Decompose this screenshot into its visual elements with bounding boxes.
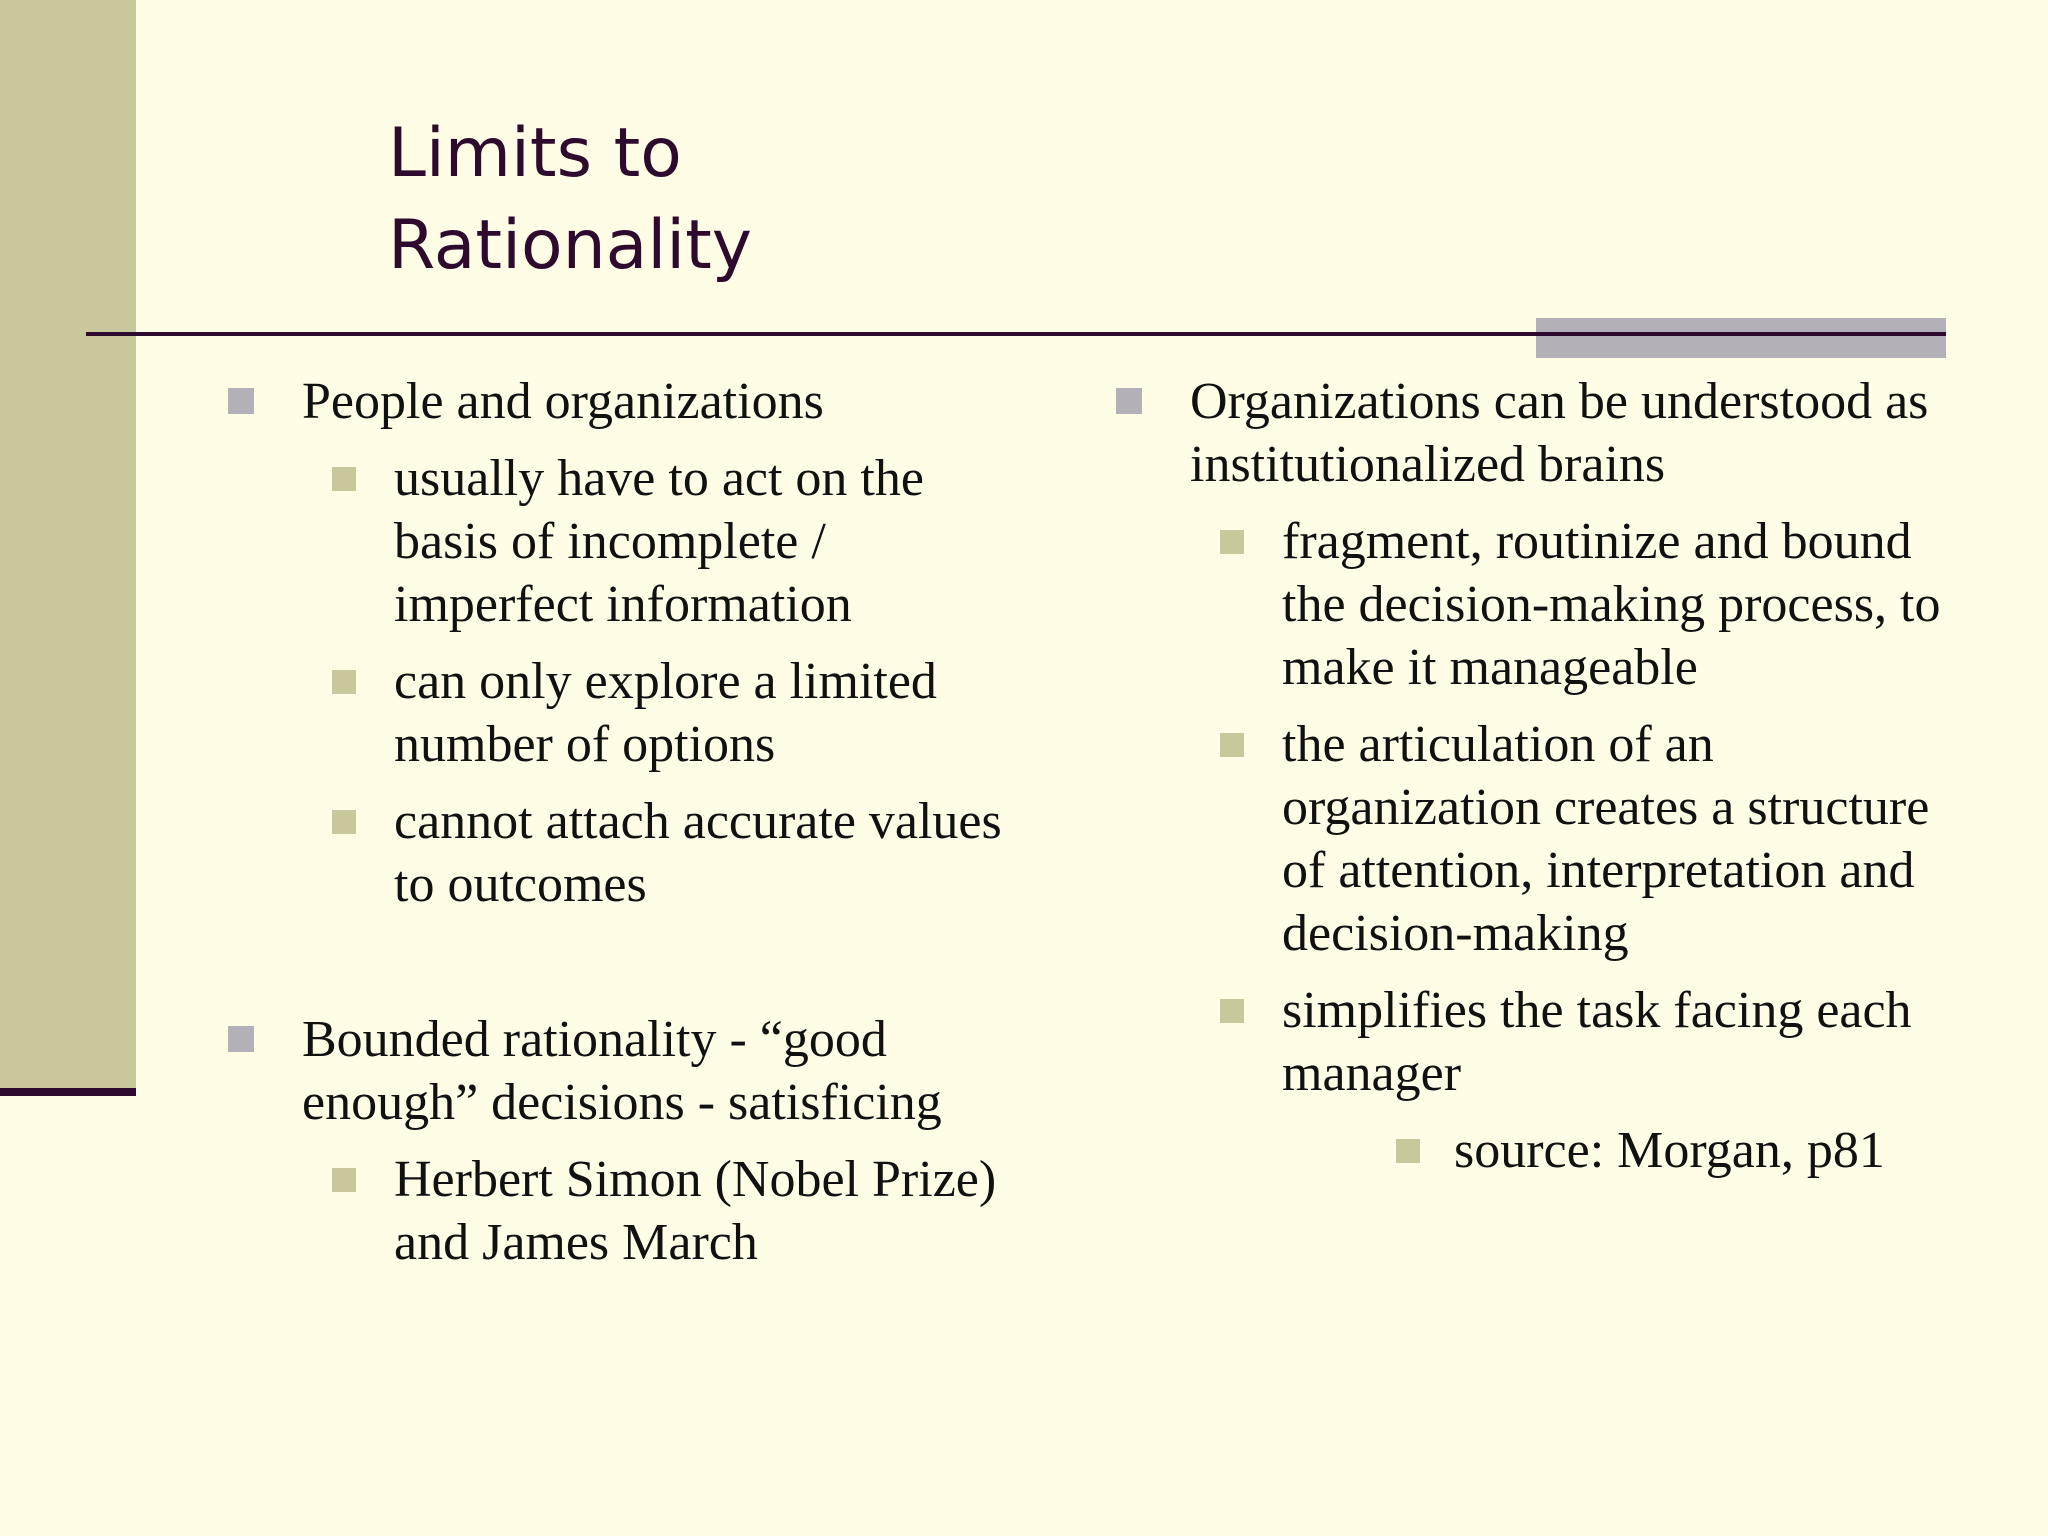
- right-column: [1116, 370, 1956, 1182]
- left-column: [228, 370, 1028, 1274]
- slide-title-line-1: Limits to: [388, 114, 682, 193]
- sub-bullet-text: simplifies the task facing each manager: [1282, 982, 1912, 1102]
- header-accent-bar: [1536, 318, 1946, 358]
- source-citation: [1396, 1119, 1956, 1182]
- sub-bullet-item: [332, 790, 1028, 916]
- square-bullet-icon: [332, 810, 356, 834]
- square-bullet-icon: [1220, 733, 1244, 757]
- square-bullet-icon: [1220, 999, 1244, 1023]
- bullet-item: [228, 1008, 1028, 1134]
- sub-bullet-item: [1220, 510, 1956, 699]
- slide-title: [388, 108, 752, 292]
- square-bullet-icon: [332, 670, 356, 694]
- square-bullet-icon: [1220, 530, 1244, 554]
- sub-bullet-text: usually have to act on the basis of incomplete / imperfect information: [394, 450, 924, 633]
- sub-bullet-text: the articulation of an organization creates a structure of attention, interpretation and decision-making: [1282, 716, 1930, 962]
- sub-bullet-item: [332, 1148, 1028, 1274]
- bullet-item: [228, 370, 1028, 433]
- bullet-item: [1116, 370, 1956, 496]
- square-bullet-icon: [332, 467, 356, 491]
- sub-bullet-item: [332, 447, 1028, 636]
- side-band-rule: [0, 1088, 136, 1096]
- square-bullet-icon: [228, 388, 254, 414]
- sub-bullet-item: [1220, 979, 1956, 1105]
- bullet-text: People and organizations: [302, 373, 824, 430]
- sub-bullet-item: [1220, 713, 1956, 965]
- sub-bullet-text: fragment, routinize and bound the decision-making process, to make it manageable: [1282, 513, 1941, 696]
- sub-bullet-text: can only explore a limited number of options: [394, 653, 937, 773]
- square-bullet-icon: [1116, 388, 1142, 414]
- bullet-text: Organizations can be understood as institutionalized brains: [1190, 373, 1929, 493]
- side-band: [0, 0, 136, 1088]
- slide-title-line-2: Rationality: [388, 206, 753, 285]
- square-bullet-icon: [1396, 1139, 1420, 1163]
- header-accent-line: [1536, 332, 1946, 336]
- sub-bullet-text: Herbert Simon (Nobel Prize) and James March: [394, 1151, 997, 1271]
- sub-bullet-text: cannot attach accurate values to outcomes: [394, 793, 1002, 913]
- sub-bullet-item: [332, 650, 1028, 776]
- square-bullet-icon: [332, 1168, 356, 1192]
- square-bullet-icon: [228, 1026, 254, 1052]
- source-text: source: Morgan, p81: [1454, 1122, 1885, 1179]
- bullet-text: Bounded rationality - “good enough” decisions - satisficing: [302, 1011, 942, 1131]
